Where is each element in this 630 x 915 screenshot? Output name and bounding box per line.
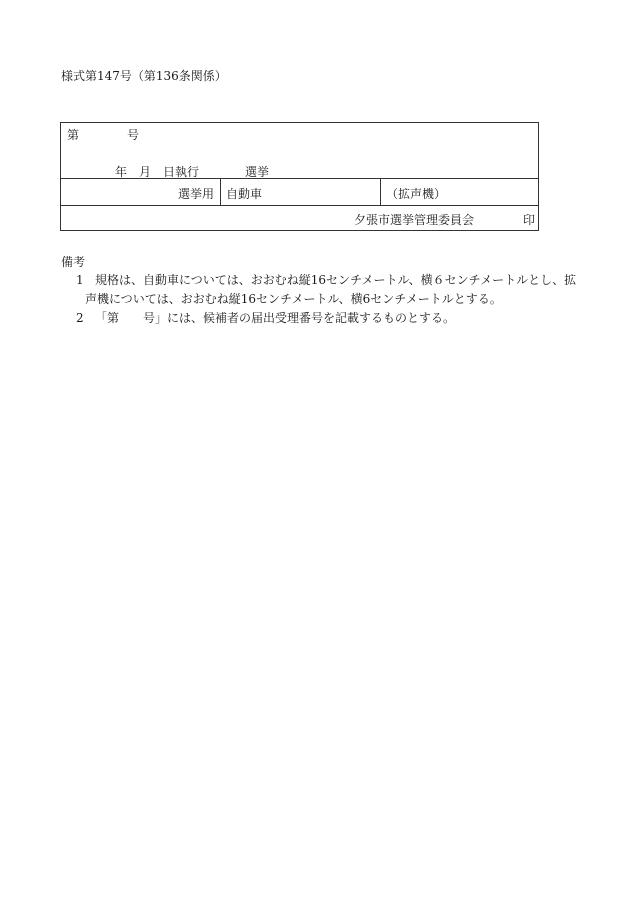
cell-divider [380,179,381,205]
election-label: 選挙 [245,165,270,179]
remark-number: 1 [76,273,84,287]
number-suffix: 号 [127,128,140,142]
sign-form-box [60,122,539,231]
date-day-execution: 日執行 [163,165,200,179]
remark-text-line: 規格は、自動車については、おおむね縦16センチメートル、横６センチメートルとし、拡 [95,273,577,287]
remarks-title: 備考 [61,255,86,269]
date-year: 年 [115,165,128,179]
number-prefix: 第 [67,128,80,142]
remark-number: 2 [76,311,84,325]
form-row-vehicle [61,179,538,206]
remark-text-line: 声機については、おおむね縦16センチメートル、横6センチメートルとする。 [85,292,502,306]
cell-divider [220,179,221,205]
remark-text-line: 「第 号」には、候補者の届出受理番号を記載するものとする。 [95,311,456,325]
committee-name: 夕張市選挙管理委員会 [354,213,475,227]
form-label: 様式第147号（第136条関係） [61,69,227,83]
seal-mark: 印 [523,213,536,227]
form-row-number-date [61,123,538,179]
election-use-label: 選挙用 [178,187,215,201]
loudspeaker-label: （拡声機） [386,187,447,201]
form-row-committee [61,206,538,231]
vehicle-label: 自動車 [226,187,263,201]
date-month: 月 [139,165,152,179]
